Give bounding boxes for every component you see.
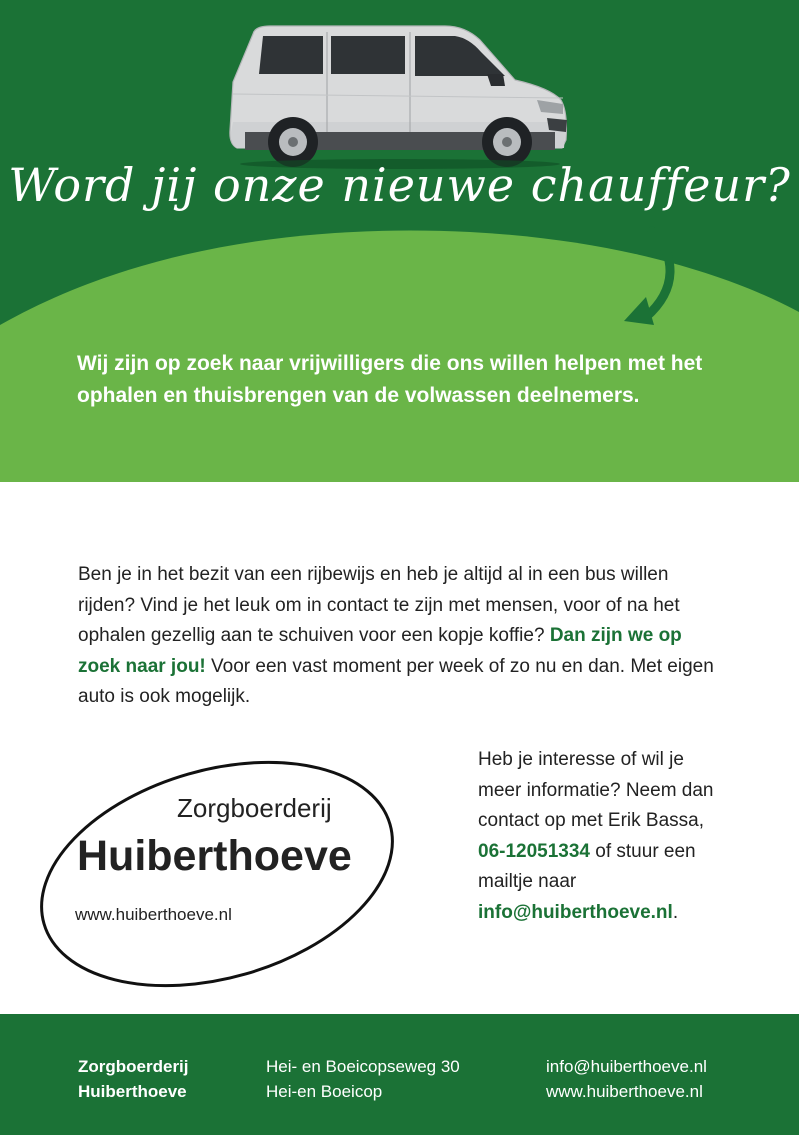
logo-name-main: Huiberthoeve (77, 832, 352, 880)
body-text-part-2: Voor een vast moment per week of zo nu en dan. Met eigen auto is ook mogelijk. (78, 655, 714, 707)
footer-address-line1: Hei- en Boeicopseweg 30 (266, 1057, 460, 1076)
contact-email[interactable]: info@huiberthoeve.nl (478, 901, 673, 923)
body-text-part-1: Ben je in het bezit van een rijbewijs en heb je altijd al in een bus willen rijden? Vind je het leuk om in contact te zijn met mensen, voor of na het ophalen gezellig aan te schuiven voor een kopje koffie? (78, 564, 680, 646)
footer-org (78, 1054, 189, 1104)
contact-text-part-1: Heb je interesse of wil je meer informatie? Neem dan contact op met Erik Bassa, (478, 749, 714, 831)
curved-arrow-down-icon (610, 225, 690, 335)
van-image (225, 22, 575, 170)
body-highlight: Dan zijn we op zoek naar jou! (78, 625, 682, 677)
footer-org-line2: Huiberthoeve (78, 1082, 187, 1101)
logo-url: www.huiberthoeve.nl (75, 905, 232, 924)
logo-name-top: Zorgboerderij (177, 793, 332, 823)
footer-contact (546, 1054, 707, 1104)
footer (0, 1014, 799, 1135)
contact-text-part-2: of stuur een mailtje naar (478, 840, 696, 892)
footer-website[interactable]: www.huiberthoeve.nl (546, 1082, 703, 1101)
lead-text: Wij zijn op zoek naar vrijwilligers die ons willen helpen met het ophalen en thuisbrengen van de volwassen deelnemers. (77, 352, 703, 407)
contact-text-part-3: . (672, 901, 679, 923)
contact-paragraph (478, 745, 723, 928)
footer-address-line2: Hei-en Boeicop (266, 1082, 383, 1101)
footer-email[interactable]: info@huiberthoeve.nl (546, 1057, 707, 1076)
hero-banner (0, 0, 799, 482)
footer-org-line1: Zorgboerderij (78, 1057, 189, 1076)
contact-phone[interactable]: 06-12051334 (478, 840, 590, 862)
footer-address (266, 1054, 460, 1104)
body-paragraph (78, 560, 723, 713)
headline: Word jij onze nieuwe chauffeur? (8, 158, 791, 212)
